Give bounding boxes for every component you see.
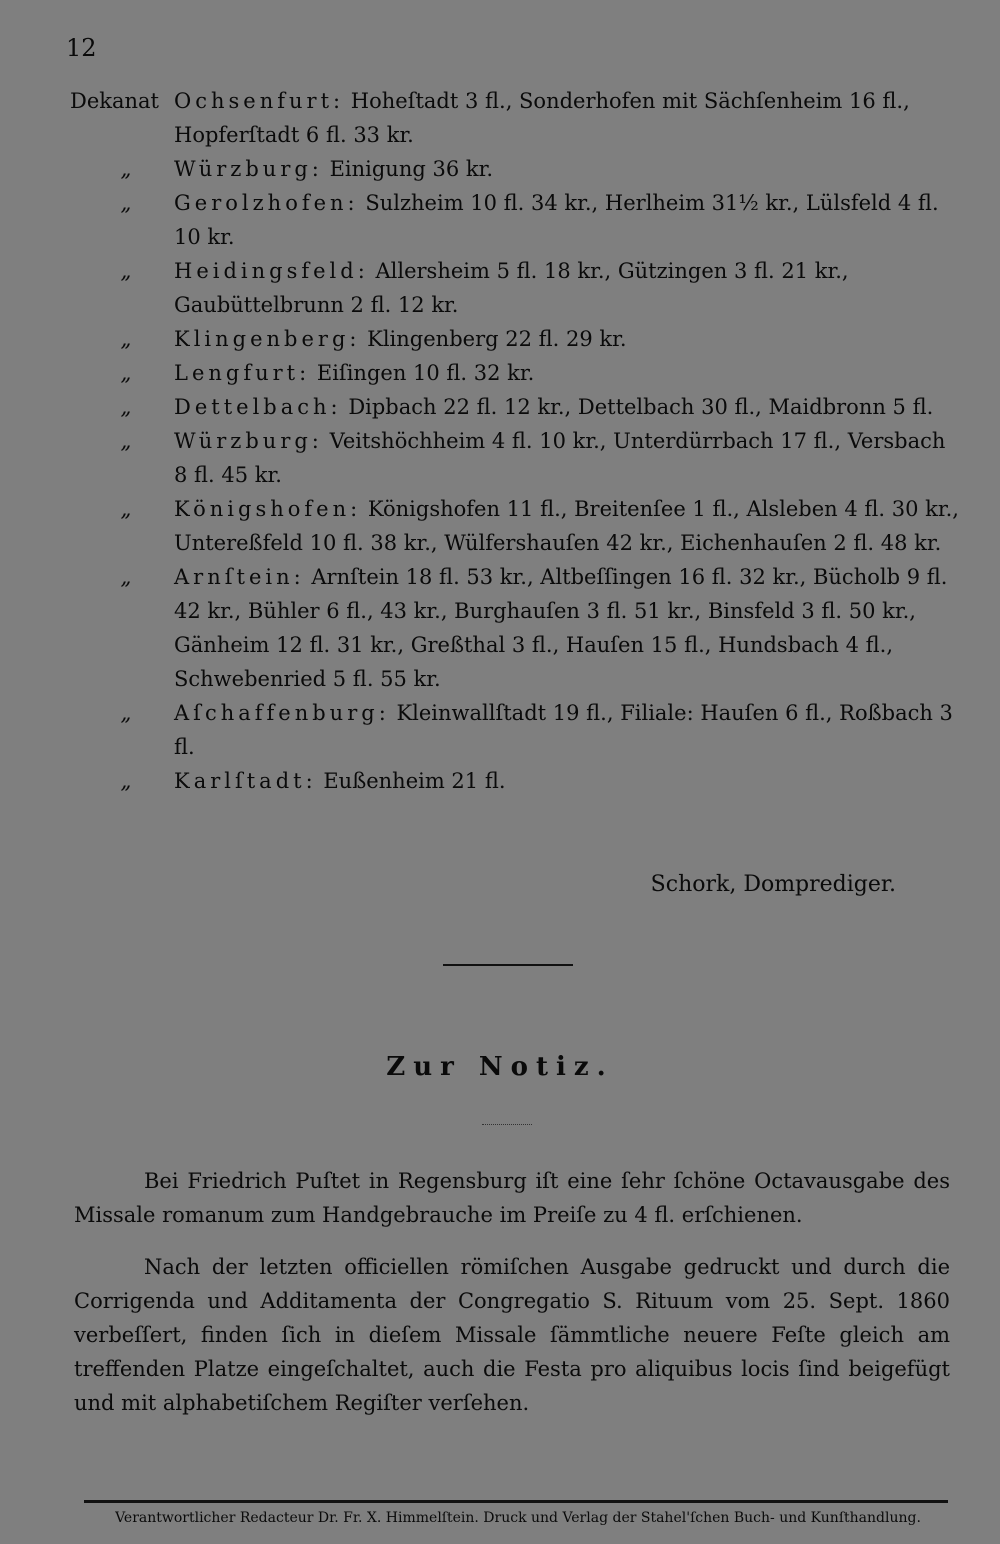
list-item: [70, 764, 960, 798]
entry-text: Gerolzhofen: Sulzheim 10 fl. 34 kr., Herlheim 31½ kr., Lülsfeld 4 fl. 10 kr.: [174, 191, 939, 249]
page-number: 12: [66, 34, 97, 62]
deanery-name: Dettelbach:: [174, 395, 342, 419]
list-item: [70, 254, 960, 322]
section-heading: Zur Notiz.: [386, 1052, 614, 1082]
ditto-mark: „: [120, 327, 132, 351]
deanery-name: Arnſtein:: [174, 565, 305, 589]
signature: Schork, Domprediger.: [650, 872, 896, 897]
deanery-name: Lengfurt:: [174, 361, 311, 385]
list-item: [70, 356, 960, 390]
list-item: [70, 186, 960, 254]
entry-label: Dekanat: [70, 89, 159, 113]
donation-list: [70, 84, 960, 798]
entry-text: Heidingsfeld: Allersheim 5 fl. 18 kr., Gützingen 3 fl. 21 kr., Gaubüttelbrunn 2 fl. 12 kr.: [174, 259, 849, 317]
paragraph: Nach der letzten officiellen römiſchen Ausgabe gedruckt und durch die Corrigenda und Additamenta der Congregatio S. Rituum vom 25. Sept. 1860 verbeſſert, finden ſich in dieſem Missale ſämmtliche neuere Feſte gleich am treffenden Platze eingeſchaltet, auch die Festa pro aliquibus locis ſind beigefügt und mit alphabetiſchem Regiſter verſehen.: [74, 1255, 950, 1415]
entry-text: Würzburg: Veitshöchheim 4 fl. 10 kr., Unterdürrbach 17 fl., Versbach 8 fl. 45 kr.: [174, 429, 946, 487]
entry-text: Ochsenfurt: Hoheſtadt 3 fl., Sonderhofen mit Sächſenheim 16 fl., Hopferſtadt 6 fl. 33 kr.: [174, 89, 910, 147]
ditto-mark: „: [120, 565, 132, 589]
ditto-mark: „: [120, 429, 132, 453]
ditto-mark: „: [120, 497, 132, 521]
ditto-mark: „: [120, 769, 132, 793]
deanery-name: Klingenberg:: [174, 327, 361, 351]
list-item: [70, 696, 960, 764]
entry-text: Königshofen: Königshofen 11 fl., Breitenſee 1 fl., Alsleben 4 fl. 30 kr., Untereßfeld 10 fl. 38 kr., Wülfershauſen 42 kr., Eichenhauſen 2 fl. 48 kr.: [174, 497, 959, 555]
ditto-mark: „: [120, 361, 132, 385]
list-item: [70, 492, 960, 560]
ditto-mark: „: [120, 191, 132, 215]
entry-text: Würzburg: Einigung 36 kr.: [174, 157, 494, 181]
deanery-name: Würzburg:: [174, 157, 323, 181]
deanery-name: Königshofen:: [174, 497, 362, 521]
entry-text: Karlſtadt: Eußenheim 21 fl.: [174, 769, 506, 793]
entry-text: Aſchaffenburg: Kleinwallſtadt 19 fl., Filiale: Hauſen 6 fl., Roßbach 3 fl.: [174, 701, 953, 759]
deanery-name: Gerolzhofen:: [174, 191, 359, 215]
ditto-mark: „: [120, 259, 132, 283]
deanery-name: Heidingsfeld:: [174, 259, 369, 283]
imprint-footer: Verantwortlicher Redacteur Dr. Fr. X. Himmelſtein. Druck und Verlag der Stahel'ſchen Buch- und Kunſthandlung.: [115, 1510, 921, 1526]
list-item: [70, 390, 960, 424]
ditto-mark: „: [120, 157, 132, 181]
list-item: [70, 84, 960, 152]
paragraph: Bei Friedrich Puſtet in Regensburg iſt eine ſehr ſchöne Octavausgabe des Missale romanum zum Handgebrauche im Preiſe zu 4 fl. erſchienen.: [74, 1169, 950, 1227]
entry-text: Klingenberg: Klingenberg 22 fl. 29 kr.: [174, 327, 627, 351]
entry-text: Lengfurt: Eiſingen 10 fl. 32 kr.: [174, 361, 535, 385]
deanery-name: Ochsenfurt:: [174, 89, 345, 113]
list-item: [70, 424, 960, 492]
entry-text: Arnſtein: Arnſtein 18 fl. 53 kr., Altbeſſingen 16 fl. 32 kr., Bücholb 9 fl. 42 kr., Bühler 6 fl., 43 kr., Burghauſen 3 fl. 51 kr., Binsfeld 3 fl. 50 kr., Gänheim 12 fl. 31 kr., Greßthal 3 fl., Hauſen 15 fl., Hundsbach 4 fl., Schwebenried 5 fl. 55 kr.: [174, 565, 948, 691]
list-item: [70, 322, 960, 356]
list-item: [70, 560, 960, 696]
heading-ornament: [482, 1124, 532, 1126]
ditto-mark: „: [120, 395, 132, 419]
deanery-name: Aſchaffenburg:: [174, 701, 390, 725]
ditto-mark: „: [120, 701, 132, 725]
deanery-name: Würzburg:: [174, 429, 323, 453]
section-divider: [443, 964, 573, 966]
deanery-name: Karlſtadt:: [174, 769, 317, 793]
footer-divider: [84, 1500, 948, 1503]
list-item: [70, 152, 960, 186]
entry-text: Dettelbach: Dipbach 22 fl. 12 kr., Dettelbach 30 fl., Maidbronn 5 fl.: [174, 395, 934, 419]
